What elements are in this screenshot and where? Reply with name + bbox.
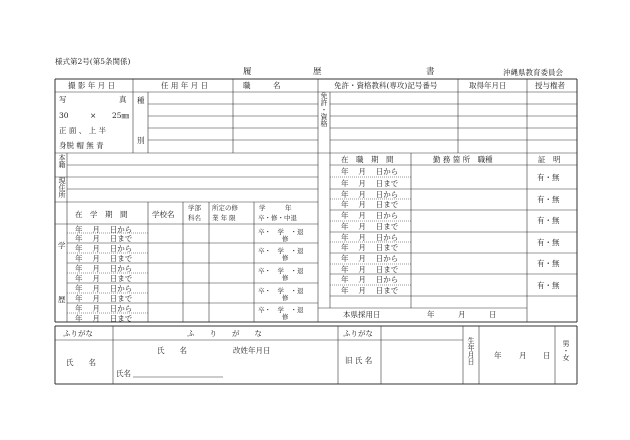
appointment-type-label-top: 種 xyxy=(137,96,145,105)
appointment-type-label-bottom: 別 xyxy=(137,136,145,145)
employment-row-to: 年 月 日まで xyxy=(341,243,399,252)
photo-text-4: 身脱 帽 無 青 xyxy=(59,141,104,150)
issuer: 沖縄県教育委員会 xyxy=(503,68,563,77)
employment-row-from: 年 月 日から xyxy=(341,211,399,220)
employment-row-proof: 有・無 xyxy=(537,195,560,204)
name-label-left: 氏 名 xyxy=(66,358,96,367)
furigana-label-left: ふりがな xyxy=(63,329,93,338)
hire-day: 日 xyxy=(489,310,497,319)
license-subject-header: 免許・資格教科(専攻)記号番号 xyxy=(334,81,438,90)
photo-text-2-right: 25㎜ xyxy=(112,111,130,120)
form-number: 様式第2号(第5条関係) xyxy=(55,57,131,66)
sex-label: 男・女 xyxy=(562,340,570,361)
education-side-label-top: 学 xyxy=(58,241,66,250)
photo-text-3: 正 面 、 上 半 xyxy=(59,126,107,135)
employment-row-to: 年 月 日まで xyxy=(341,286,399,295)
education-req-header-2: 業 年 限 xyxy=(212,214,236,222)
old-name-label: 旧 氏 名 xyxy=(345,356,373,365)
employment-row-proof: 有・無 xyxy=(537,238,560,247)
position-header: 職 名 xyxy=(243,81,281,90)
birth-day: 日 xyxy=(543,351,551,360)
employment-row-proof: 有・無 xyxy=(537,173,560,182)
education-school-header: 学校名 xyxy=(152,210,175,219)
education-row-from: 年 月 日から xyxy=(75,225,133,234)
education-row-status: 卒・ 学 ・退 xyxy=(258,247,304,255)
birth-month: 月 xyxy=(519,351,527,360)
employment-row-proof: 有・無 xyxy=(537,216,560,225)
employment-row-proof: 有・無 xyxy=(537,281,560,290)
title-char-1: 履 xyxy=(243,67,252,77)
employment-row-to: 年 月 日まで xyxy=(341,179,399,188)
employment-row-from: 年 月 日から xyxy=(341,190,399,199)
name-label-mid: 氏 名 xyxy=(157,346,187,355)
education-req-header-1: 所定の修 xyxy=(212,204,238,212)
education-row-status: 卒・ 学 ・退 xyxy=(258,287,304,295)
employment-row-from: 年 月 日から xyxy=(341,233,399,242)
hire-year: 年 xyxy=(427,310,435,319)
education-row-from: 年 月 日から xyxy=(75,244,133,253)
education-row-status-sub: 修 xyxy=(282,313,289,321)
education-row-from: 年 月 日から xyxy=(75,264,133,273)
hire-month: 月 xyxy=(458,310,466,319)
address-label: 現住所 xyxy=(58,177,66,198)
education-status-header-1: 学 年 xyxy=(259,204,292,212)
employment-row-from: 年 月 日から xyxy=(341,254,399,263)
employment-row-from: 年 月 日から xyxy=(341,275,399,284)
education-row-from: 年 月 日から xyxy=(75,284,133,293)
license-date-header: 取得年月日 xyxy=(469,81,507,90)
name-change-date-label: 改姓年月日 xyxy=(233,346,271,355)
name-signature-label: 氏名 xyxy=(116,369,131,378)
education-row-status: 卒・ 学 ・退 xyxy=(258,228,304,236)
education-row-status-sub: 修 xyxy=(282,235,289,243)
employment-row-to: 年 月 日まで xyxy=(341,200,399,209)
photo-text-1-right: 真 xyxy=(119,95,127,104)
appointment-date-header: 任 用 年 月 日 xyxy=(161,81,209,90)
education-row-to: 年 月 日まで xyxy=(75,274,133,283)
education-row-to: 年 月 日まで xyxy=(75,314,133,323)
education-row-status: 卒・ 学 ・退 xyxy=(258,267,304,275)
photo-date-header: 撮 影 年 月 日 xyxy=(68,81,116,90)
education-faculty-header-1: 学部 xyxy=(188,204,201,212)
education-row-status: 卒・ 学 ・退 xyxy=(258,306,304,314)
education-row-to: 年 月 日まで xyxy=(75,254,133,263)
education-side-label-bottom: 歴 xyxy=(58,295,66,304)
title-char-3: 書 xyxy=(426,67,435,77)
employment-row-from: 年 月 日から xyxy=(341,167,399,176)
education-row-status-sub: 修 xyxy=(282,274,289,282)
birth-date-label: 生年月日 xyxy=(467,337,475,365)
education-row-status-sub: 修 xyxy=(282,294,289,302)
education-period-header: 在 学 期 間 xyxy=(75,210,128,219)
photo-text-1-left: 写 xyxy=(59,95,67,104)
license-grantor-header: 授与権者 xyxy=(535,81,565,90)
employment-row-proof: 有・無 xyxy=(537,259,560,268)
furigana-label-mid: ふ り が な xyxy=(187,329,262,338)
employment-row-to: 年 月 日まで xyxy=(341,265,399,274)
education-row-to: 年 月 日まで xyxy=(75,294,133,303)
license-side-label: 免許・資格 xyxy=(320,92,328,127)
education-row-to: 年 月 日まで xyxy=(75,234,133,243)
education-row-from: 年 月 日から xyxy=(75,304,133,313)
furigana-label-right: ふりがな xyxy=(343,329,373,338)
employment-period-header: 在 職 期 間 xyxy=(341,155,394,164)
photo-text-2-left: 30 xyxy=(59,111,69,120)
honseki-label: 本籍 xyxy=(58,154,66,168)
employment-proof-header: 証 明 xyxy=(538,155,561,164)
education-faculty-header-2: 科名 xyxy=(188,214,201,222)
photo-text-2-mid: × xyxy=(90,111,97,120)
education-status-header-2: 卒・修・中退 xyxy=(258,214,297,222)
employment-row-to: 年 月 日まで xyxy=(341,222,399,231)
hire-date-label: 本県採用日 xyxy=(343,310,381,319)
birth-year: 年 xyxy=(494,351,502,360)
title-char-2: 歴 xyxy=(313,67,322,77)
education-row-status-sub: 修 xyxy=(282,254,289,262)
employment-place-header: 勤 務 箇 所 職種 xyxy=(433,155,493,164)
